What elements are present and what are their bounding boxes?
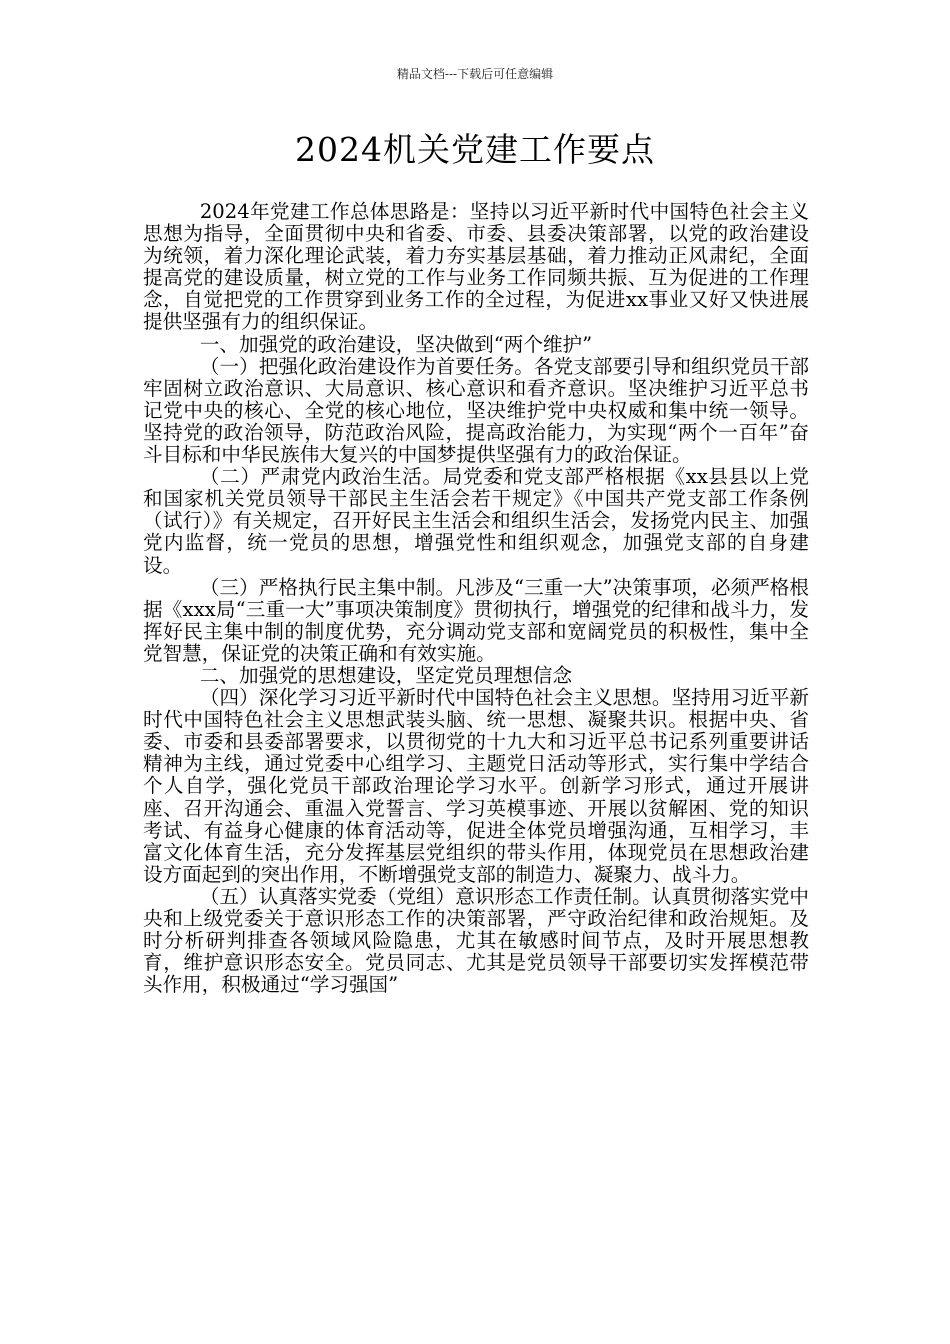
section-heading-2: 二、加强党的思想建设，坚定党员理想信念	[199, 663, 573, 687]
paragraph-item-1: （一）把强化政治建设作为首要任务。各党支部要引导和组织党员干部牢固树立政治意识、大局意识、核心意识和看齐意识。坚决维护习近平总书记党中央的核心、全党的核心地位，坚决维护党中央权威和集中统一领导。坚持党的政治领导，防范政治风险，提高政治能力，为实现“两个一百年”奋斗目标和中华民族伟大复兴的中国梦提供坚强有力的政治保证。	[143, 354, 809, 467]
paragraph-item-3: （三）严格执行民主集中制。凡涉及“三重一大”决策事项，必须严格根据《xxx局“三重一大”事项决策制度》贯彻执行，增强党的纪律和战斗力，发挥好民主集中制的制度优势，充分调动党支部和宽阔党员的积极性，集中全党智慧，保证党的决策正确和有效实施。	[143, 575, 809, 665]
document-body	[143, 201, 809, 996]
paragraph-item-4: （四）深化学习习近平新时代中国特色社会主义思想。坚持用习近平新时代中国特色社会主义思想武装头脑、统一思想、凝聚共识。根据中央、省委、市委和县委部署要求，以贯彻党的十九大和习近平总书记系列重要讲话精神为主线，通过党委中心组学习、主题党日活动等形式，实行集中学结合个人自学，强化党员干部政治理论学习水平。创新学习形式，通过开展讲座、召开沟通会、重温入党誓言、学习英模事迹、开展以贫解困、党的知识考试、有益身心健康的体育活动等，促进全体党员增强沟通，互相学习，丰富文化体育生活，充分发挥基层党组织的带头作用，体现党员在思想政治建设方面起到的突出作用，不断增强党支部的制造力、凝聚力、战斗力。	[143, 686, 809, 886]
paragraph-item-2: （二）严肃党内政治生活。局党委和党支部严格根据《xx县县以上党和国家机关党员领导干部民主生活会若干规定》《中国共产党支部工作条例（试行）》有关规定，召开好民主生活会和组织生活会，发扬党内民主、加强党内监督，统一党员的思想，增强党性和组织观念，加强党支部的自身建设。	[143, 465, 809, 577]
paragraph-intro: 2024年党建工作总体思路是：坚持以习近平新时代中国特色社会主义思想为指导，全面贯彻中央和省委、市委、县委决策部署，以党的政治建设为统领，着力深化理论武装，着力夯实基层基础，着力推动正风肃纪，全面提高党的建设质量，树立党的工作与业务工作同频共振、互为促进的工作理念，自觉把党的工作贯穿到业务工作的全过程，为促进xx事业又好又快进展提供坚强有力的组织保证。	[143, 200, 809, 334]
document-header-note: 精品文档---下载后可任意编辑	[396, 67, 554, 81]
paragraph-item-5: （五）认真落实党委（党组）意识形态工作责任制。认真贯彻落实党中央和上级党委关于意识形态工作的决策部署，严守政治纪律和政治规矩。及时分析研判排查各领域风险隐患，尤其在敏感时间节点，及时开展思想教育，维护意识形态安全。党员同志、尤其是党员领导干部要切实发挥模范带头作用，积极通过“学习强国”	[143, 884, 809, 997]
document-title: 2024机关党建工作要点	[295, 130, 655, 169]
section-heading-1: 一、加强党的政治建设，坚决做到“两个维护”	[199, 332, 593, 356]
